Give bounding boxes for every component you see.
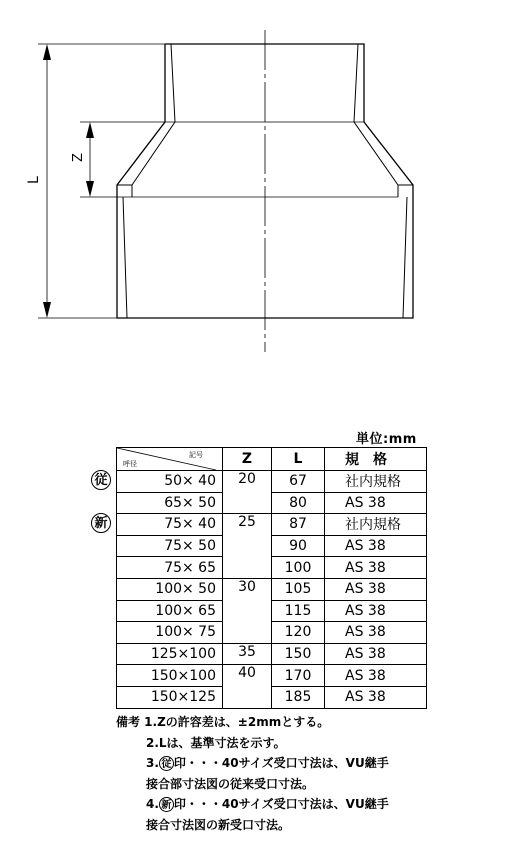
cell-l: 67 xyxy=(272,471,325,493)
table-row xyxy=(117,600,427,622)
cell-std: AS 38 xyxy=(325,643,427,665)
dim-label-L: L xyxy=(26,176,42,184)
cell-size: 125×100 xyxy=(117,643,223,665)
note-3-prefix: 3. xyxy=(146,756,159,770)
cell-std: AS 38 xyxy=(325,686,427,708)
arrow-Z-top xyxy=(86,122,94,138)
header-z: Z xyxy=(223,448,272,471)
cell-std: AS 38 xyxy=(325,492,427,514)
cell-z xyxy=(223,600,272,622)
cell-l: 185 xyxy=(272,686,325,708)
header-size-nominal: 呼径 xyxy=(123,460,137,468)
cell-size: 100× 65 xyxy=(117,600,223,622)
header-size-symbol: 記号 xyxy=(189,451,203,459)
cell-size: 150×100 xyxy=(117,665,223,687)
reducer-drawing xyxy=(0,0,521,420)
table-row xyxy=(117,643,427,665)
cell-size: 100× 50 xyxy=(117,578,223,600)
cell-size: 75× 65 xyxy=(117,557,223,579)
cell-size: 100× 75 xyxy=(117,622,223,644)
note-4-continued: 接合寸法図の新受口寸法。 xyxy=(146,817,291,832)
note-1: 備考 1.Zの許容差は、±2mmとする。 xyxy=(116,715,330,729)
cell-size: 75× 50 xyxy=(117,535,223,557)
note-3 xyxy=(116,753,389,774)
cell-l: 100 xyxy=(272,557,325,579)
table-row xyxy=(117,514,427,536)
cell-std: AS 38 xyxy=(325,600,427,622)
table-row xyxy=(117,686,427,708)
cell-z xyxy=(223,557,272,579)
cell-z: 25 xyxy=(223,514,272,536)
arrow-L-bottom xyxy=(43,302,51,318)
arrow-Z-bottom xyxy=(86,181,94,197)
cell-std: AS 38 xyxy=(325,535,427,557)
row-mark-icon: 新 xyxy=(91,513,111,533)
note-3-text: 印・・・40サイズ受口寸法は、VU継手 xyxy=(173,756,389,770)
table-header-row xyxy=(117,448,427,471)
table-row xyxy=(117,535,427,557)
dim-label-Z: Z xyxy=(71,153,86,162)
cell-std: AS 38 xyxy=(325,622,427,644)
table-row xyxy=(117,578,427,600)
cell-l: 90 xyxy=(272,535,325,557)
table-row xyxy=(117,665,427,687)
cell-std: 社内規格 xyxy=(325,514,427,536)
cell-size: 75× 40 xyxy=(117,514,223,536)
cell-std: AS 38 xyxy=(325,665,427,687)
header-std: 規 格 xyxy=(325,448,427,471)
cell-z xyxy=(223,492,272,514)
table-row xyxy=(117,471,427,493)
table-row xyxy=(117,622,427,644)
cell-l: 120 xyxy=(272,622,325,644)
cell-size: 150×125 xyxy=(117,686,223,708)
dimension-table xyxy=(116,447,427,709)
arrow-L-top xyxy=(43,44,51,60)
cell-std: AS 38 xyxy=(325,578,427,600)
note-4-prefix: 4. xyxy=(146,797,159,811)
row-mark-icon: 従 xyxy=(91,470,111,490)
cell-l: 170 xyxy=(272,665,325,687)
cell-z: 35 xyxy=(223,643,272,665)
note-4 xyxy=(116,794,389,815)
note-3-continued: 接合部寸法図の従来受口寸法。 xyxy=(146,776,315,791)
cell-l: 115 xyxy=(272,600,325,622)
note-4-mark-icon: 新 xyxy=(159,797,174,812)
cell-l: 105 xyxy=(272,578,325,600)
cell-z: 30 xyxy=(223,578,272,600)
cell-std: 社内規格 xyxy=(325,471,427,493)
notes xyxy=(116,712,389,835)
header-l: L xyxy=(272,448,325,471)
cell-z xyxy=(223,686,272,708)
cell-z xyxy=(223,535,272,557)
unit-label: 単位:mm xyxy=(356,432,417,447)
note-3-mark-icon: 従 xyxy=(159,756,174,771)
note-2: 2.Lは、基準寸法を示す。 xyxy=(146,735,286,750)
note-4-text: 印・・・40サイズ受口寸法は、VU継手 xyxy=(173,797,389,811)
cell-l: 150 xyxy=(272,643,325,665)
cell-std: AS 38 xyxy=(325,557,427,579)
header-size xyxy=(117,448,223,471)
cell-size: 65× 50 xyxy=(117,492,223,514)
table-row xyxy=(117,557,427,579)
cell-l: 80 xyxy=(272,492,325,514)
cell-z: 20 xyxy=(223,471,272,493)
cell-z: 40 xyxy=(223,665,272,687)
table-row xyxy=(117,492,427,514)
cell-size: 50× 40 xyxy=(117,471,223,493)
cell-l: 87 xyxy=(272,514,325,536)
cell-z xyxy=(223,622,272,644)
